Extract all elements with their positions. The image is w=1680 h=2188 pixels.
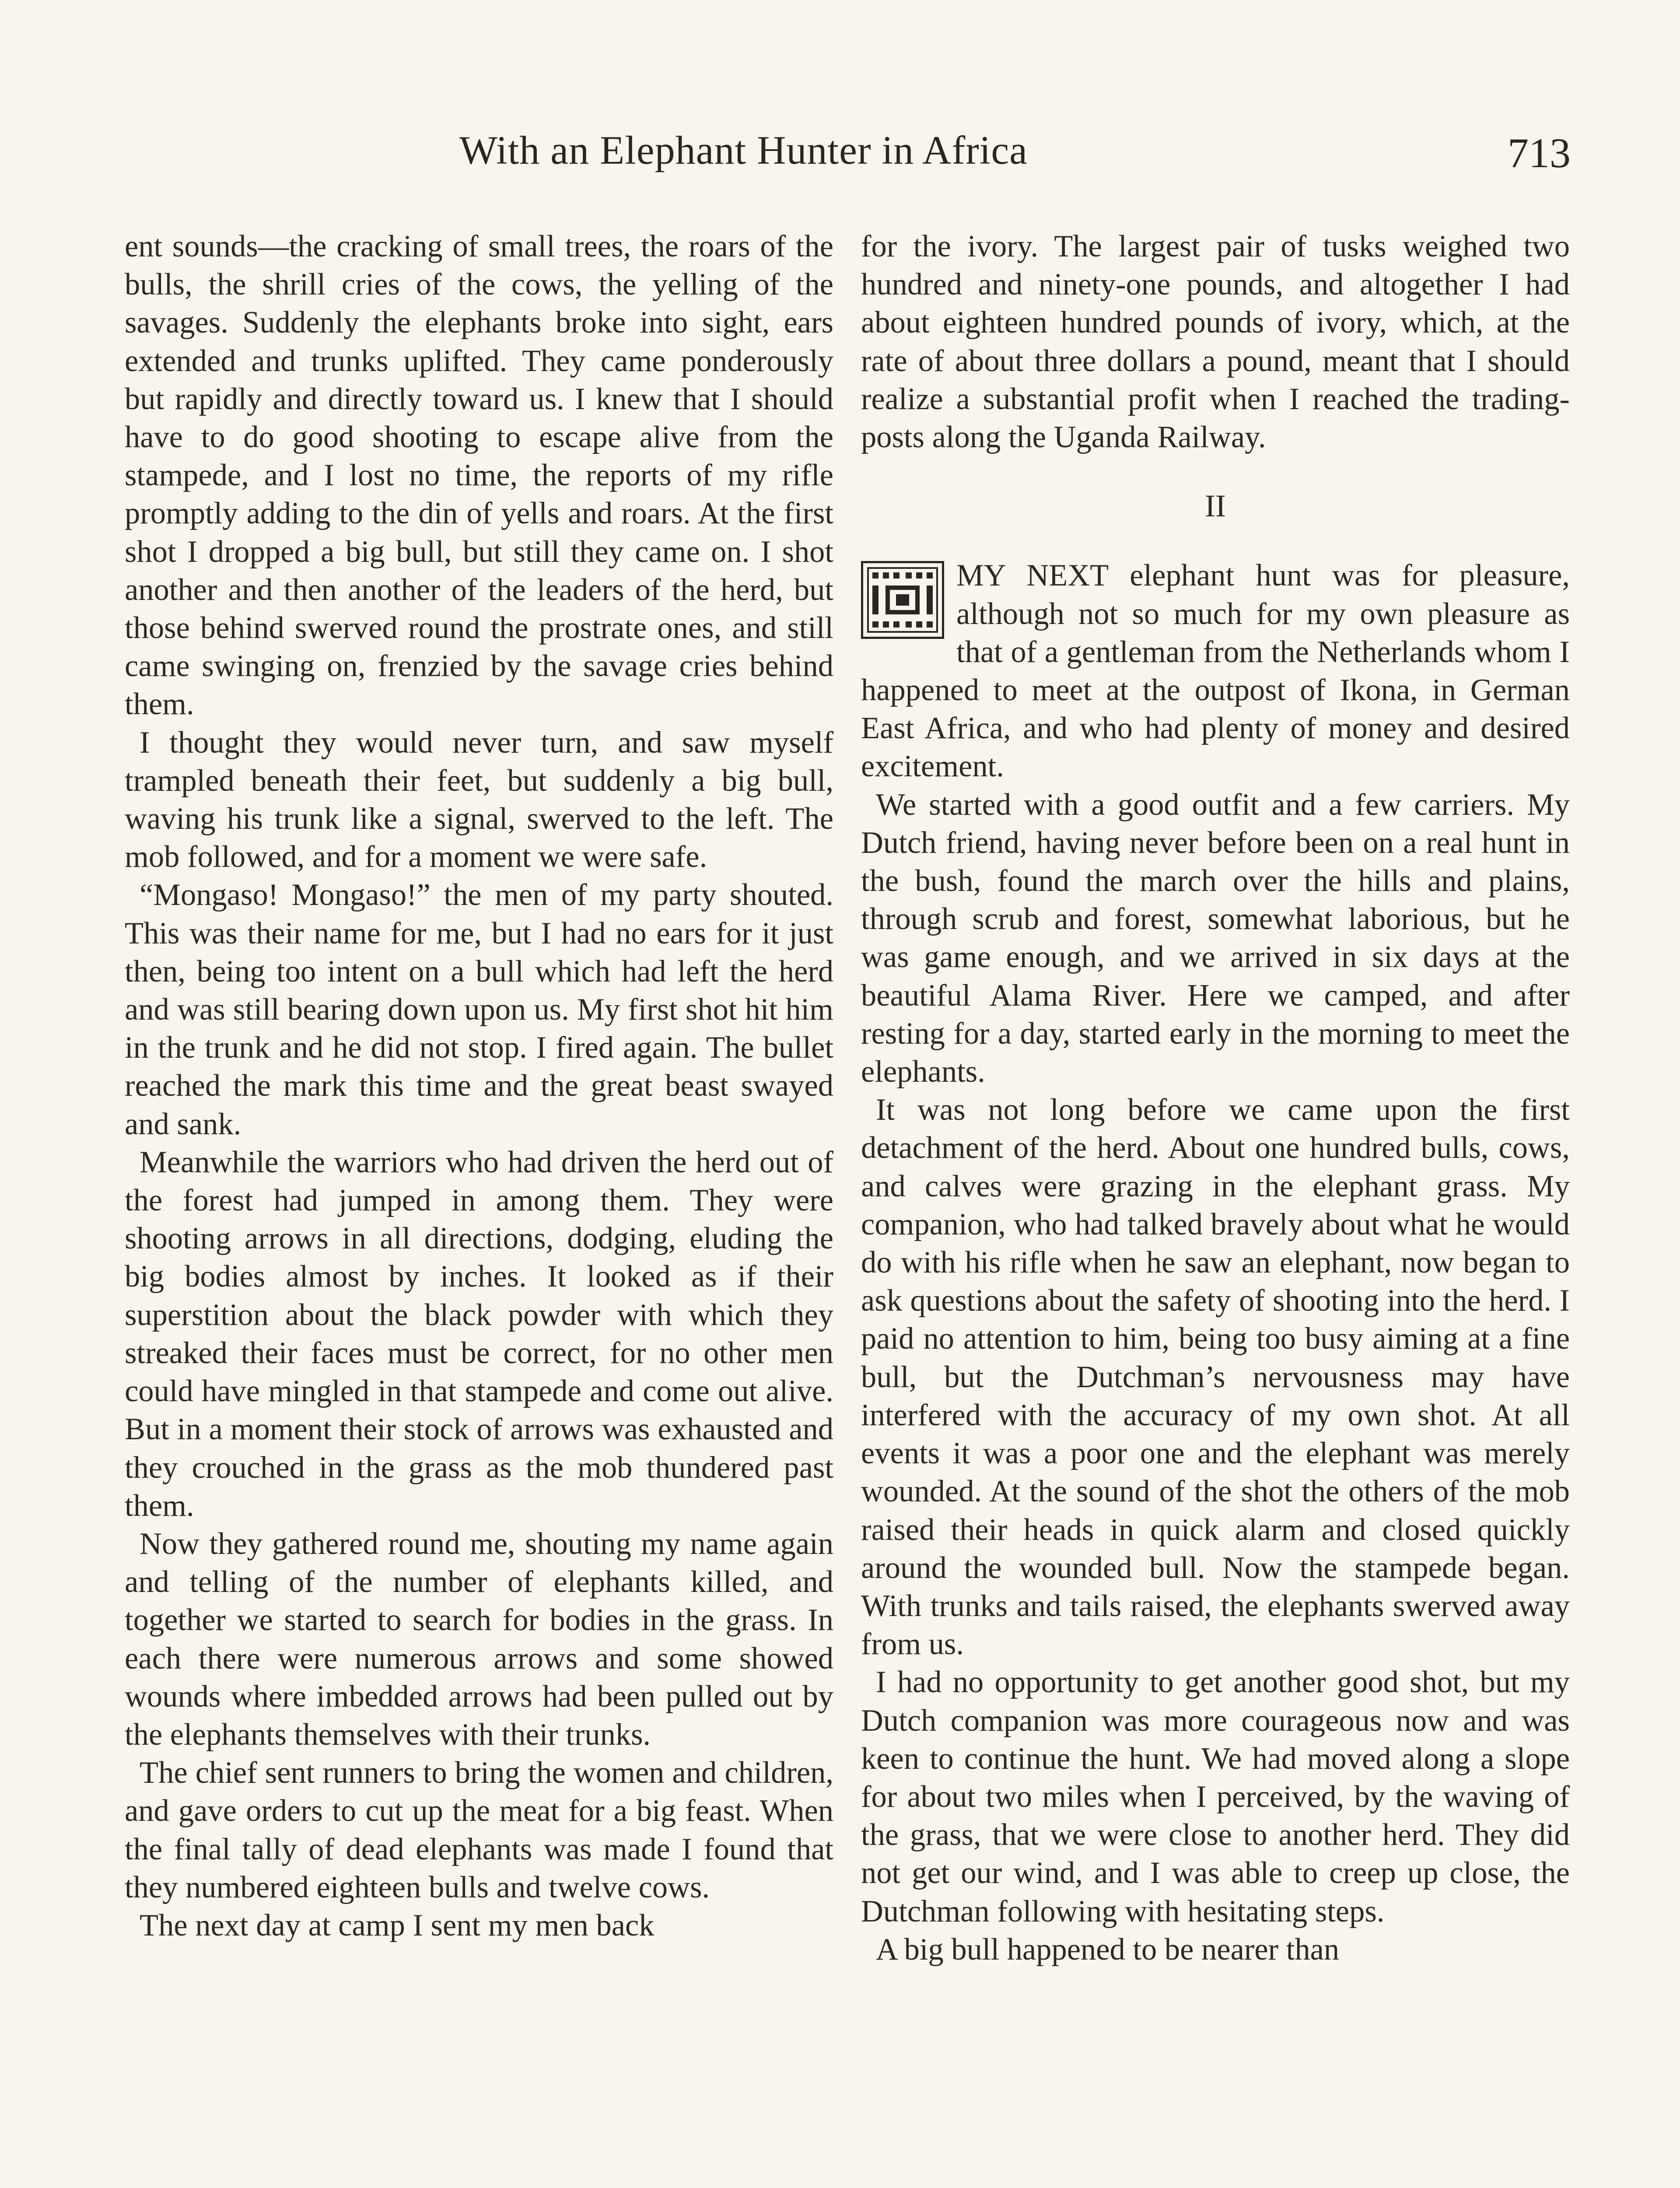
paragraph: The next day at camp I sent my men back — [140, 1908, 654, 1943]
running-title: With an Elephant Hunter in Africa — [459, 128, 1028, 172]
paragraph: ent sounds—the cracking of small trees, the roars of the bulls, the shrill cries of the cows, the yelling of the savages. Suddenly the elephants broke into sight, ears extended and trunks uplifted. They came ponderously but rapidly and directly toward us. I knew that I should have to do good shooting to escape alive from the stampede, and I lost no time, the reports of my rifle promptly adding to the din of yells and roars. At the first shot I dropped a big bull, but still they came on. I shot another and then another of the leaders of the herd, but those behind swerved round the prostrate ones, and still came swinging on, frenzied by the savage cries behind them. — [125, 229, 833, 722]
page-number: 713 — [1508, 130, 1571, 176]
paragraph: The chief sent runners to bring the women and children, and gave orders to cut up the meat for a big feast. When the final tally of dead elephants was made I found that they numbered eighteen bulls and twelve cows. — [125, 1756, 833, 1904]
page-header — [127, 127, 1571, 201]
ornamental-initial-icon — [861, 561, 944, 639]
left-column — [125, 228, 833, 1945]
paragraph: Now they gathered round me, shouting my name again and telling of the number of elephants killed, and together we started to search for bodies in the grass. In each there were numerous arrows and some showed wounds where imbedded arrows had been pulled out by the elephants themselves with their trunks. — [125, 1526, 833, 1752]
paragraph: I had no opportunity to get another good shot, but my Dutch companion was more courageous now and was keen to continue the hunt. We had moved along a slope for about two miles when I perceived, by the waving of the grass, that we were close to another herd. They did not get our wind, and I was able to creep up close, the Dutchman following with hesitating steps. — [861, 1665, 1570, 1929]
dropcap-lead: MY NEXT — [956, 558, 1108, 593]
paragraph: It was not long before we came upon the first detachment of the herd. About one hundred bulls, cows, and calves were grazing in the elephant grass. My companion, who had talked bravely about what he would do with his rifle when he saw an elephant, now began to ask questions about the safety of shooting into the herd. I paid no attention to him, being too busy aiming at a fine bull, but the Dutchman’s nervousness may have interfered with the accuracy of my own shot. At all events it was a poor one and the elephant was merely wounded. At the sound of the shot the others of the mob raised their heads in quick alarm and closed quickly around the wounded bull. Now the stampede began. With trunks and tails raised, the elephants swerved away from us. — [861, 1093, 1570, 1662]
paragraph: “Mongaso! Mongaso!” the men of my party shouted. This was their name for me, but I had no ears for it just then, being too intent on a bull which had left the herd and was still bearing down upon us. My first shot hit him in the trunk and he did not stop. I fired again. The bullet reached the mark this time and the great beast swayed and sank. — [125, 878, 833, 1141]
section-number: II — [1205, 488, 1226, 524]
paragraph: Meanwhile the warriors who had driven the herd out of the forest had jumped in among them. They were shooting arrows in all directions, dodging, eluding the big bodies almost by inches. It looked as if their superstition about the black powder with which they streaked their faces must be correct, for no other men could have mingled in that stampede and come out alive. But in a moment their stock of arrows was exhausted and they crouched in the grass as the mob thundered past them. — [125, 1145, 833, 1523]
paragraph: I thought they would never turn, and saw myself trampled beneath their feet, but suddenly a big bull, waving his trunk like a signal, swerved to the left. The mob followed, and for a moment we were safe. — [125, 725, 833, 874]
paragraph: for the ivory. The largest pair of tusks weighed two hundred and ninety-one pounds, and altogether I had about eighteen hundred pounds of ivory, which, at the rate of about three dollars a pound, meant that I should realize a substantial profit when I reached the trading-posts along the Uganda Railway. — [861, 229, 1570, 455]
paragraph — [861, 557, 1570, 785]
paragraph: We started with a good outfit and a few carriers. My Dutch friend, having never before been on a real hunt in the bush, found the march over the hills and plains, through scrub and forest, somewhat laborious, but he was game enough, and we arrived in six days at the beautiful Alama River. Here we camped, and after resting for a day, started early in the morning to meet the elephants. — [861, 787, 1570, 1089]
opening-text: elephant hunt was for pleasure, although not so much for my own pleasure as that of a gentleman from the Netherlands whom I happened to meet at the outpost of Ikona, in German East Africa, and who had plenty of money and desired excitement. — [861, 558, 1570, 784]
section-opening — [861, 557, 1570, 785]
paragraph: A big bull happened to be nearer than — [876, 1932, 1340, 1967]
right-column — [861, 228, 1570, 1969]
